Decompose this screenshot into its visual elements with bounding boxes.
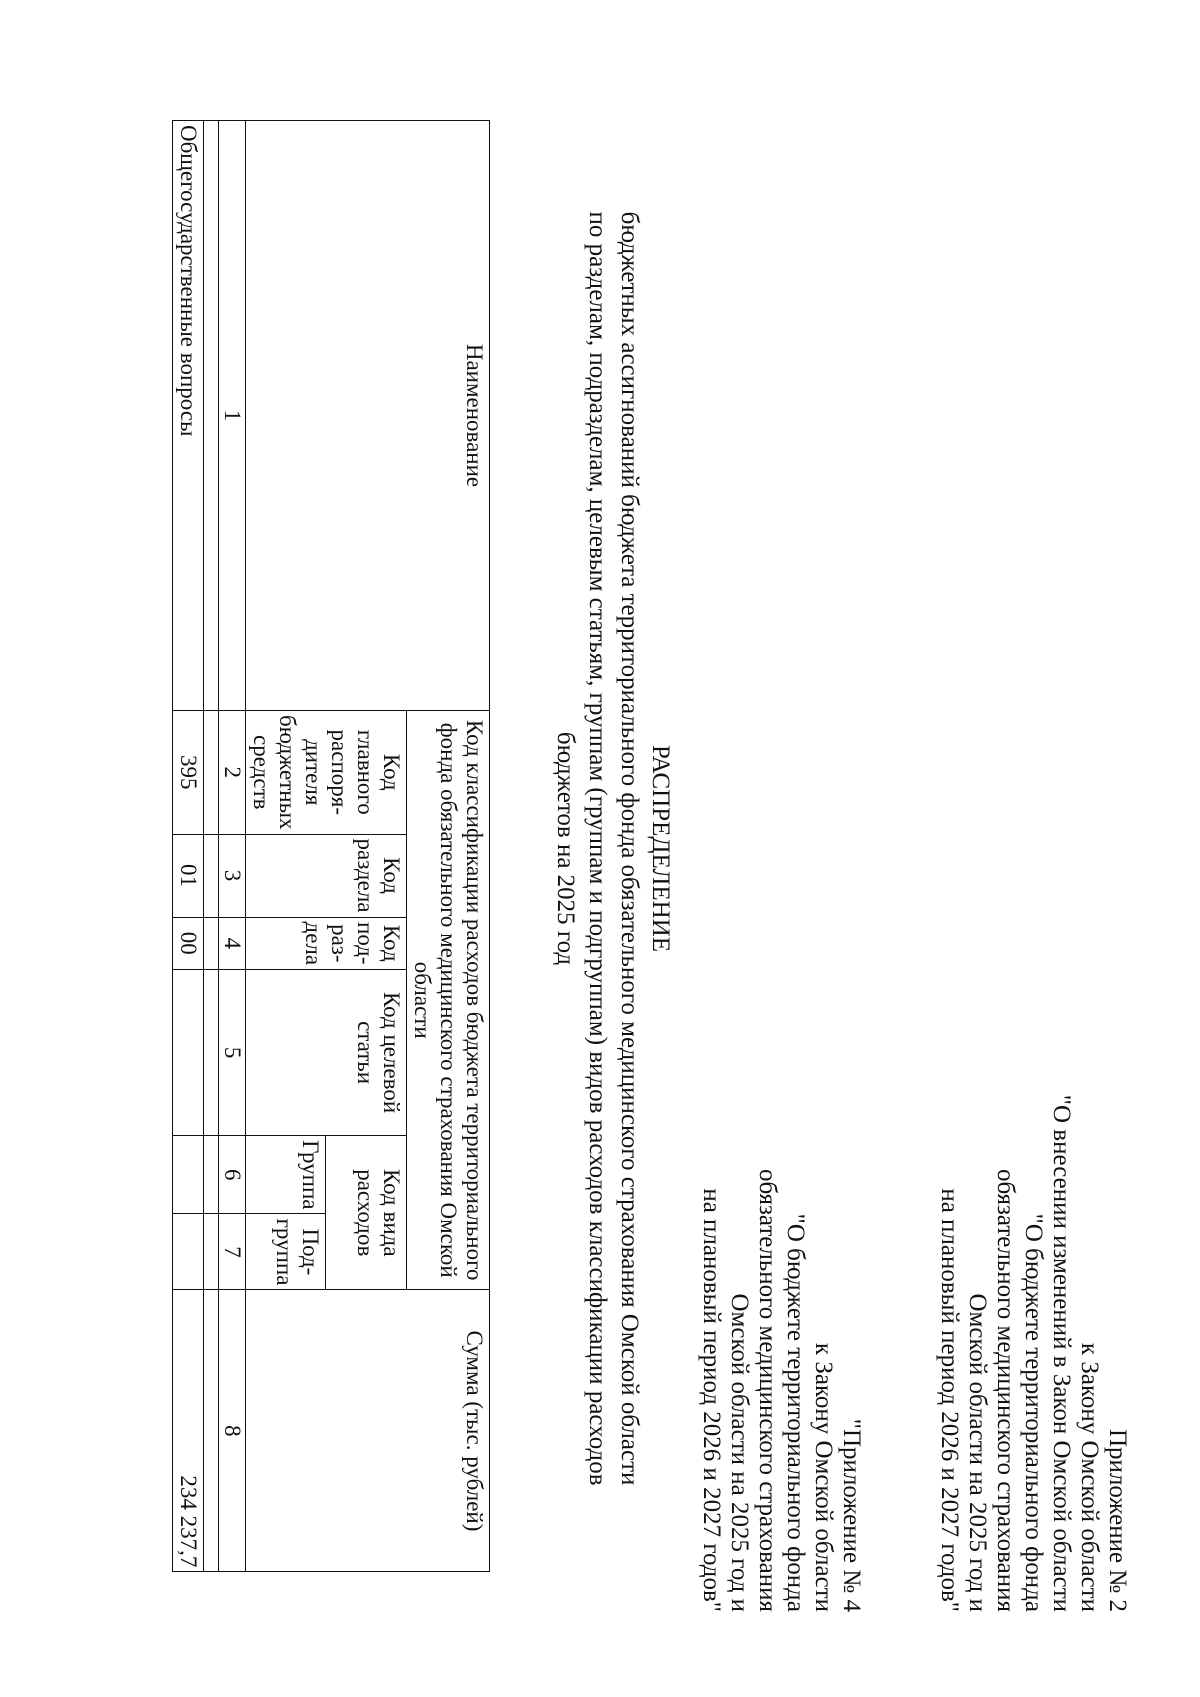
row-name: Общегосударственные вопросы [173,121,204,711]
separator-cell [204,121,219,711]
quoted-appendix-line: обязательного медицинского страхования [754,1168,781,1612]
column-number: 7 [219,1214,246,1290]
separator-cell [204,1290,219,1572]
allocation-table [172,120,490,1572]
table-header-row [407,121,490,1572]
header-sum: Сумма (тыс. рублей) [246,1290,490,1572]
appendix-line: обязательного медицинского страхования [992,1168,1019,1612]
quoted-appendix-line: Омской области на 2025 год и [726,1293,753,1612]
table-separator-row [204,121,219,1572]
row-target-code [173,970,204,1136]
quoted-appendix-line: на плановый период 2026 и 2027 годов" [698,1188,725,1612]
appendix-line: "О внесении изменений в Закон Омской области [1048,1094,1075,1612]
row-section-code: 01 [173,834,204,917]
document-heading: РАСПРЕДЕЛЕНИЕ [647,744,674,953]
quoted-appendix-line: "Приложение № 4 [838,1418,865,1612]
document-subtitle-line: бюджетов на 2025 год [552,731,579,966]
quoted-appendix-note [697,1169,865,1612]
document-subtitle-line: по разделам, подразделам, целевым статьям, группам (группам и подгруппам) видов расходов классификации расходов [584,211,611,1486]
document-title-block [549,0,675,1697]
row-sum: 234 237,7 [173,1290,204,1572]
column-number: 6 [219,1136,246,1214]
separator-cell [204,1214,219,1290]
table-row [173,121,204,1572]
separator-cell [204,711,219,835]
header-group: Группа [246,1136,327,1214]
appendix-line: Омской области на 2025 год и [964,1293,991,1612]
row-subsection-code: 00 [173,917,204,970]
header-name: Наименование [246,121,490,711]
separator-cell [204,917,219,970]
quoted-appendix-line: к Закону Омской области [810,1342,837,1612]
header-admin-code: Код главного распоря-дителя бюджетных средств [246,711,407,835]
appendix-line: Приложение № 2 [1104,1428,1131,1612]
appendix-note [935,1095,1131,1612]
row-group [173,1136,204,1214]
appendix-line: "О бюджете территориального фонда [1020,1213,1047,1612]
row-subgroup [173,1214,204,1290]
header-subsection-code: Код под-раз-дела [246,917,407,970]
column-number: 4 [219,917,246,970]
separator-cell [204,1136,219,1214]
appendix-line: на плановый период 2026 и 2027 годов" [936,1188,963,1612]
separator-cell [204,970,219,1136]
quoted-appendix-line: "О бюджете территориального фонда [782,1213,809,1612]
column-number: 5 [219,970,246,1136]
column-number-row [219,121,246,1572]
header-expense-type-code: Код вида расходов [326,1136,407,1290]
column-number: 1 [219,121,246,711]
header-section-code: Код раздела [246,834,407,917]
header-target-code: Код целевой статьи [246,970,407,1136]
column-number: 8 [219,1290,246,1572]
separator-cell [204,834,219,917]
appendix-line: к Закону Омской области [1076,1342,1103,1612]
header-subgroup: Под-группа [246,1214,327,1290]
column-number: 2 [219,711,246,835]
header-classification: Код классификации расходов бюджета территориального фонда обязательного медицинского страхования Омской области [407,711,490,1290]
column-number: 3 [219,834,246,917]
row-admin-code: 395 [173,711,204,835]
document-subtitle-line: бюджетных ассигнований бюджета территориального фонда обязательного медицинского страхования Омской области [616,211,643,1486]
